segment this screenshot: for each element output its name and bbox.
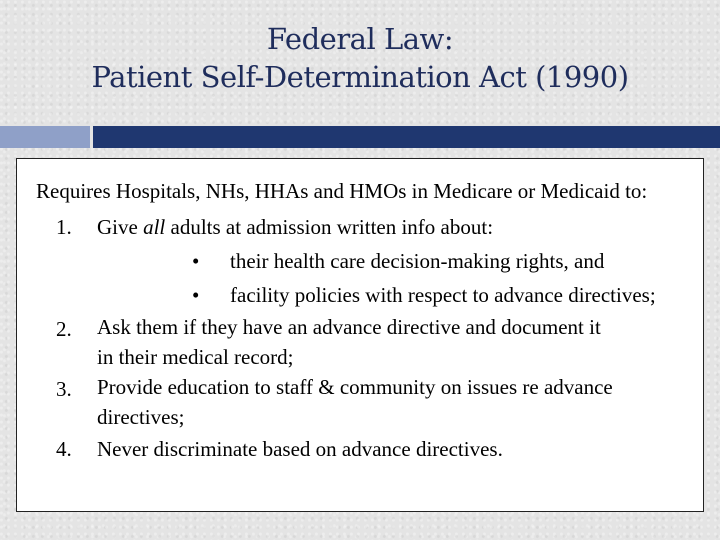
bullet-icon: • [192,249,200,273]
list-item-3 [36,372,704,432]
sub-bullet-text: their health care decision-making rights, and [230,249,605,273]
list-item-1 [36,210,704,312]
accent-bar-light [0,126,93,148]
item-line-2: directives; [97,405,185,429]
sub-bullet-text: facility policies with respect to advance directives; [230,283,656,307]
accent-bar-dark [93,126,720,148]
slide-title [0,20,720,96]
item-text-before: Give [97,215,144,239]
sub-bullet-item [97,244,704,278]
title-line-2: Patient Self-Determination Act (1990) [91,60,629,94]
list-item-2 [36,312,704,372]
item-line-2: in their medical record; [97,345,294,369]
item-number: 2. [56,317,72,341]
sub-bullet-list [97,244,704,312]
item-text-after: adults at admission written info about: [165,215,494,239]
requirements-list [36,210,704,466]
sub-bullet-item [97,278,704,312]
intro-text: Requires Hospitals, NHs, HHAs and HMOs in Medicare or Medicaid to: [36,179,648,203]
item-number: 1. [56,215,72,239]
item-line-1: Ask them if they have an advance directive and document it [97,315,601,339]
item-number: 4. [56,437,72,461]
bullet-icon: • [192,283,200,307]
item-line-1: Provide education to staff & community on issues re advance [97,375,613,399]
slide-content [36,176,704,466]
list-item-4 [36,432,704,466]
item-number: 3. [56,377,72,401]
item-text-emphasis: all [143,215,166,239]
title-line-1: Federal Law: [266,22,454,56]
item-line-1: Never discriminate based on advance directives. [97,437,503,461]
